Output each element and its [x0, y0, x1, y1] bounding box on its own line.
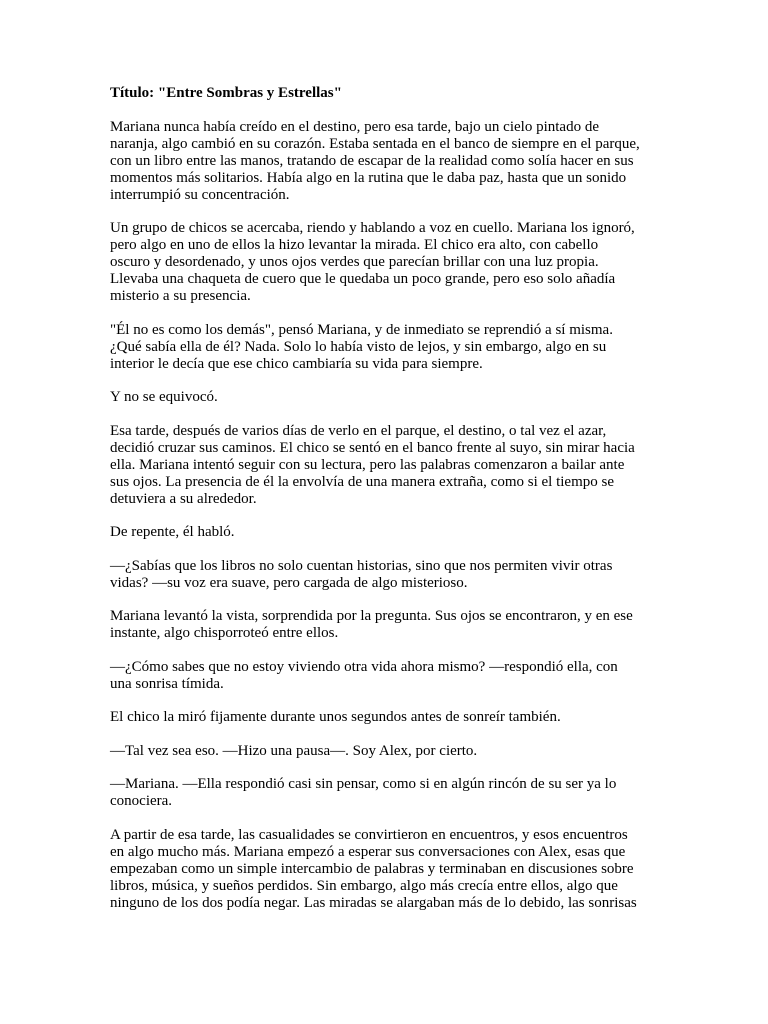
text-line: una sonrisa tímida.: [110, 675, 224, 692]
text-line: —¿Cómo sabes que no estoy viviendo otra vida ahora mismo? —respondió ella, con: [110, 658, 618, 675]
text-line: detuviera a su alrededor.: [110, 490, 257, 507]
paragraph: [110, 776, 660, 810]
paragraph: [110, 423, 660, 508]
paragraph: [110, 743, 660, 760]
text-line: naranja, algo cambió en su corazón. Estaba sentada en el banco de siempre en el parque,: [110, 135, 640, 152]
text-line: Llevaba una chaqueta de cuero que le quedaba un poco grande, pero eso solo añadía: [110, 271, 616, 287]
paragraph: [110, 827, 660, 912]
text-line: "Él no es como los demás", pensó Mariana, y de inmediato se reprendió a sí misma.: [110, 321, 613, 338]
text-line: decidió cruzar sus caminos. El chico se sentó en el banco frente al suyo, sin mirar hacia: [110, 439, 635, 456]
text-line: El chico la miró fijamente durante unos segundos antes de sonreír también.: [110, 709, 561, 725]
document-title: Título: "Entre Sombras y Estrellas": [110, 85, 342, 101]
text-line: interior le decía que ese chico cambiaría su vida para siempre.: [110, 355, 483, 372]
text-line: misterio a su presencia.: [110, 288, 251, 304]
text-line: —Mariana. —Ella respondió casi sin pensar, como si en algún rincón de su ser ya lo: [110, 776, 617, 792]
paragraph: [110, 119, 660, 204]
text-line: empezaban como un simple intercambio de palabras y terminaban en discusiones sobre: [110, 860, 634, 877]
document-page: [110, 85, 660, 928]
text-line: oscuro y desordenado, y unos ojos verdes que parecían brillar con una luz propia.: [110, 254, 599, 270]
paragraph: [110, 709, 660, 726]
text-line: ninguno de los dos podía negar. Las miradas se alargaban más de lo debido, las sonrisas: [110, 894, 637, 911]
text-line: Y no se equivocó.: [110, 389, 218, 405]
text-line: Esa tarde, después de varios días de verlo en el parque, el destino, o tal vez el azar,: [110, 422, 607, 439]
text-line: vidas? —su voz era suave, pero cargada de algo misterioso.: [110, 574, 468, 591]
text-line: libros, música, y sueños perdidos. Sin embargo, algo más crecía entre ellos, algo que: [110, 877, 618, 894]
text-line: con un libro entre las manos, tratando de escapar de la realidad como solía hacer en sus: [110, 152, 634, 169]
paragraph: [110, 659, 660, 693]
paragraph: [110, 558, 660, 592]
paragraph: [110, 322, 660, 373]
text-line: en algo mucho más. Mariana empezó a esperar sus conversaciones con Alex, esas que: [110, 843, 626, 860]
paragraph: [110, 608, 660, 642]
text-line: —¿Sabías que los libros no solo cuentan historias, sino que nos permiten vivir otras: [110, 557, 613, 574]
text-line: Un grupo de chicos se acercaba, riendo y hablando a voz en cuello. Mariana los ignoró,: [110, 220, 635, 236]
text-line: pero algo en uno de ellos la hizo levantar la mirada. El chico era alto, con cabello: [110, 237, 599, 253]
text-line: A partir de esa tarde, las casualidades se convirtieron en encuentros, y esos encuentros: [110, 826, 628, 843]
text-line: De repente, él habló.: [110, 524, 235, 540]
text-line: conociera.: [110, 793, 173, 809]
text-line: momentos más solitarios. Había algo en la rutina que le daba paz, hasta que un sonido: [110, 169, 627, 186]
text-line: instante, algo chisporroteó entre ellos.: [110, 625, 339, 641]
paragraph: [110, 220, 660, 305]
text-line: Mariana levantó la vista, sorprendida por la pregunta. Sus ojos se encontraron, y en ese: [110, 608, 633, 624]
paragraph: [110, 524, 660, 541]
text-line: Mariana nunca había creído en el destino, pero esa tarde, bajo un cielo pintado de: [110, 118, 599, 135]
text-line: —Tal vez sea eso. —Hizo una pausa—. Soy Alex, por cierto.: [110, 742, 478, 759]
text-line: interrumpió su concentración.: [110, 186, 290, 203]
document-body: [110, 119, 660, 912]
text-line: ella. Mariana intentó seguir con su lectura, pero las palabras comenzaron a bailar ante: [110, 456, 625, 473]
text-line: ¿Qué sabía ella de él? Nada. Solo lo había visto de lejos, y sin embargo, algo en su: [110, 338, 607, 355]
text-line: sus ojos. La presencia de él la envolvía de una manera extraña, como si el tiempo se: [110, 473, 614, 490]
paragraph: [110, 389, 660, 406]
